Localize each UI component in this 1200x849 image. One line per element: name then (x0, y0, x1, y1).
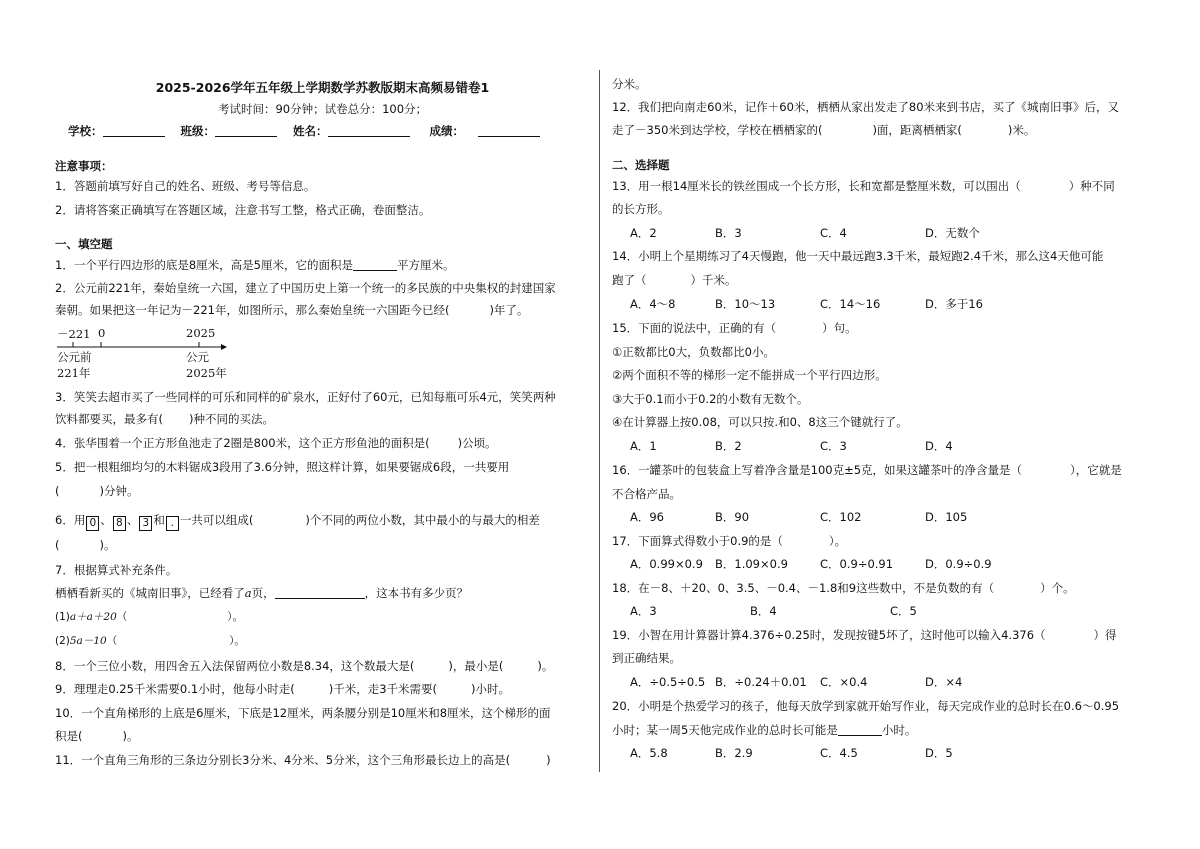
q18-end: ）个。 (1040, 581, 1075, 595)
question-2-line-1: 2．公元前221年，秦始皇统一六国，建立了中国历史上第一个统一的多民族的中央集权的封建国家 (55, 281, 556, 295)
q9-end: )小时。 (471, 682, 510, 696)
q16-option-d[interactable]: D．105 (925, 510, 968, 524)
q15-statement-1: ①正数都比0大，负数都比0小。 (612, 345, 775, 359)
q6-end: )。 (99, 538, 116, 552)
axis-arrow (221, 344, 227, 350)
q1-text: 1．一个平行四边形的底是8厘米，高是5厘米，它的面积是 (55, 258, 353, 272)
question-15 (612, 320, 857, 336)
question-20-line-2 (612, 722, 916, 738)
q13-option-a[interactable]: A．2 (630, 226, 657, 240)
q15-end: ）句。 (822, 321, 857, 335)
label-bc: 公元前 (57, 350, 92, 364)
q15-option-d[interactable]: D．4 (925, 439, 953, 453)
q15-option-a[interactable]: A．1 (630, 439, 657, 453)
q5-end: )分钟。 (99, 484, 139, 498)
q1-blank[interactable] (353, 258, 397, 271)
section-heading-fill: 一、填空题 (55, 237, 113, 251)
label-minus-221: －221 (57, 327, 91, 341)
question-10-line-2 (55, 728, 139, 744)
q6-text: 6．用 (55, 513, 86, 527)
question-1 (55, 257, 454, 273)
label-221-year: 221年 (57, 366, 91, 380)
q7-2-expr: 5a－10 (69, 635, 107, 647)
q18-option-a[interactable]: A．3 (630, 604, 657, 618)
q16-option-c[interactable]: C．102 (820, 510, 862, 524)
school-field[interactable] (103, 124, 165, 137)
question-13-line-2: 的长方形。 (612, 202, 670, 216)
q9-text: 9．理理走0.25千米需要0.1小时，他每小时走( (55, 682, 295, 696)
question-12-line-1: 12．我们把向南走60米，记作＋60米，栖栖从家出发走了80米来到书店，买了《城南旧事》后，又 (612, 100, 1120, 114)
q7-blank[interactable] (275, 586, 365, 599)
q19-end: ）得 (1093, 628, 1117, 642)
q15-statement-2: ②两个面积不等的梯形一定不能拼成一个平行四边形。 (612, 368, 887, 382)
q7-1-label: (1) (55, 611, 70, 623)
digit-card-8: 8 (113, 516, 126, 531)
q7-2-label: (2) (55, 635, 70, 647)
name-field[interactable] (328, 124, 410, 137)
question-5-line-2 (55, 483, 139, 499)
q17-option-c[interactable]: C．0.9÷0.91 (820, 557, 894, 571)
q7-var: a (244, 586, 252, 600)
question-18 (612, 580, 1075, 596)
q20-end: 小时。 (881, 723, 917, 737)
q15-text: 15．下面的说法中，正确的有（ (612, 321, 777, 335)
column-divider (599, 70, 600, 772)
note-item: 1．答题前填写好自己的姓名、班级、考号等信息。 (55, 179, 316, 193)
q6-text-2: 一共可以组成( (179, 513, 254, 527)
q14-end: ）千米。 (690, 273, 737, 287)
q11-text: 11．一个直角三角形的三条边分别长3分米、4分米、5分米，这个三角形最长边上的高是( (55, 753, 511, 767)
q18-text: 18．在－8、＋20、0、3.5、－0.4、－1.8和9这些数中，不是负数的有（ (612, 581, 995, 595)
question-6-line-1 (55, 512, 540, 531)
q20-option-a[interactable]: A．5.8 (630, 746, 668, 760)
q18-option-b[interactable]: B．4 (750, 604, 777, 618)
class-label: 班级： (180, 124, 216, 138)
question-7: 7．根据算式补充条件。 (55, 563, 178, 577)
notes-heading: 注意事项： (55, 159, 113, 173)
digit-card-0: 0 (86, 516, 99, 531)
q16-text: 16．一罐茶叶的包装盒上写着净含量是100克±5克，如果这罐茶叶的净含量是（ (612, 463, 1023, 477)
q14-option-a[interactable]: A．4～8 (630, 297, 676, 311)
label-2025-year: 2025年 (186, 366, 227, 380)
q19-option-c[interactable]: C．×0.4 (820, 675, 868, 689)
question-19-line-1 (612, 627, 1117, 643)
q19-option-d[interactable]: D．×4 (925, 675, 963, 689)
q15-statement-3: ③大于0.1而小于0.2的小数有无数个。 (612, 392, 809, 406)
question-3-line-1: 3．笑笑去超市买了一些同样的可乐和同样的矿泉水，正好付了60元，已知每瓶可乐4元，笑笑两种 (55, 390, 556, 404)
question-16-line-1 (612, 462, 1122, 478)
question-7-part-1 (55, 609, 243, 625)
q19-option-b[interactable]: B．÷0.24＋0.01 (715, 675, 807, 689)
q14-option-b[interactable]: B．10～13 (715, 297, 776, 311)
q6-sep: 、 (126, 513, 139, 527)
q12-end: )米。 (1007, 123, 1036, 137)
q10-text: 积是( (55, 729, 83, 743)
left-column (55, 0, 590, 849)
q19-option-a[interactable]: A．÷0.5÷0.5 (630, 675, 706, 689)
q13-option-c[interactable]: C．4 (820, 226, 847, 240)
q16-option-b[interactable]: B．90 (715, 510, 750, 524)
q8-text: 8．一个三位小数，用四舍五入法保留两位小数是8.34，这个数最大是( (55, 659, 415, 673)
q15-option-b[interactable]: B．2 (715, 439, 742, 453)
q20-blank[interactable] (838, 723, 882, 736)
q15-option-c[interactable]: C．3 (820, 439, 847, 453)
question-12-line-2 (612, 122, 1035, 138)
score-field[interactable] (478, 124, 540, 137)
q17-option-a[interactable]: A．0.99×0.9 (630, 557, 703, 571)
q3-end: )种不同的买法。 (189, 412, 274, 426)
q20-text: 小时；某一周5天他完成作业的总时长可能是 (612, 723, 838, 737)
q10-end: )。 (122, 729, 139, 743)
question-14-line-1: 14．小明上个星期练习了4天慢跑，他一天中最远跑3.3千米，最短跑2.4千米，那么这4天他可能 (612, 249, 1104, 263)
q4-end: )公顷。 (457, 436, 497, 450)
q20-option-c[interactable]: C．4.5 (820, 746, 858, 760)
question-11 (55, 752, 551, 768)
q20-option-d[interactable]: D．5 (925, 746, 953, 760)
question-13-line-1 (612, 178, 1115, 194)
q8-mid: )，最小是( (448, 659, 504, 673)
q6-sep: 、 (100, 513, 112, 527)
q18-option-c[interactable]: C．5 (890, 604, 917, 618)
q6-and: 和 (153, 513, 165, 527)
school-label: 学校： (68, 124, 103, 138)
question-3-line-2 (55, 411, 274, 427)
q5-open: ( (55, 484, 60, 498)
question-9 (55, 681, 510, 697)
q11-end: ) (546, 753, 551, 767)
q6-open: ( (55, 538, 60, 552)
q7-2-open: （ (106, 635, 118, 647)
question-6-line-2 (55, 537, 116, 553)
label-ad: 公元 (186, 350, 209, 364)
q12-mid: )面，距离栖栖家( (872, 123, 962, 137)
question-4 (55, 435, 497, 451)
name-label: 姓名： (293, 124, 328, 138)
question-14-line-2 (612, 272, 737, 288)
question-2-line-2 (55, 302, 528, 318)
q17-text: 17．下面算式得数小于0.9的是（ (612, 534, 783, 548)
number-line-figure (55, 325, 235, 385)
q7-1-open: （ (116, 611, 128, 623)
q7-text-2: 页， (251, 586, 275, 600)
label-2025: 2025 (186, 326, 216, 340)
q17-option-b[interactable]: B．1.09×0.9 (715, 557, 788, 571)
q19-text: 19．小智在用计算器计算4.376÷0.25时，发现按键5坏了，这时他可以输入4.376（ (612, 628, 1046, 642)
question-19-line-2: 到正确结果。 (612, 651, 681, 665)
q2-text: 秦朝。如果把这一年记为－221年，如图所示，那么秦始皇统一六国距今已经( (55, 303, 450, 317)
q7-1-expr: a＋a＋20 (69, 611, 117, 623)
q6-text-3: )个不同的两位小数，其中最小的与最大的相差 (305, 513, 540, 527)
question-20-line-1: 20．小明是个热爱学习的孩子，他每天放学到家就开始写作业，每天完成作业的总时长在0.6～0.95 (612, 699, 1120, 713)
question-8 (55, 658, 553, 674)
question-11-cont: 分米。 (612, 77, 647, 91)
q16-end: ），它就是 (1070, 463, 1122, 477)
q17-option-d[interactable]: D．0.9÷0.9 (925, 557, 992, 571)
question-10-line-1: 10．一个直角梯形的上底是6厘米，下底是12厘米，两条腰分别是10厘米和8厘米，这个梯形的面 (55, 706, 551, 720)
section-heading-choice: 二、选择题 (612, 158, 670, 172)
question-7-stem (55, 585, 468, 601)
q7-text-3: ，这本书有多少页？ (364, 586, 469, 600)
label-zero: 0 (98, 326, 106, 340)
q12-text: 走了－350米到达学校，学校在栖栖家的( (612, 123, 823, 137)
question-16-line-2: 不合格产品。 (612, 487, 681, 501)
class-field[interactable] (215, 124, 277, 137)
right-column (612, 0, 1152, 849)
info-row (68, 123, 540, 139)
q9-mid: )千米，走3千米需要( (328, 682, 437, 696)
q1-end: 平方厘米。 (396, 258, 455, 272)
note-item: 2．请将答案正确填写在答题区域，注意书写工整，格式正确，卷面整洁。 (55, 203, 431, 217)
page-title: 2025-2026学年五年级上学期数学苏教版期末高频易错卷1 (155, 80, 490, 95)
q3-text: 饮料都要买，最多有( (55, 412, 163, 426)
score-label: 成绩： (429, 124, 465, 138)
q16-option-a[interactable]: A．96 (630, 510, 665, 524)
question-7-part-2 (55, 633, 245, 649)
q14-option-c[interactable]: C．14～16 (820, 297, 881, 311)
q4-text: 4．张华围着一个正方形鱼池走了2圈是800米，这个正方形鱼池的面积是( (55, 436, 430, 450)
exam-meta: 考试时间：90分钟；试卷总分：100分； (217, 102, 428, 116)
q15-statement-4: ④在计算器上按0.08，可以只按.和0、8这三个键就行了。 (612, 415, 908, 429)
digit-card-point: . (166, 516, 179, 531)
q7-1-close: ）。 (227, 611, 244, 623)
q2-end: )年了。 (489, 303, 529, 317)
q13-option-b[interactable]: B．3 (715, 226, 742, 240)
digit-card-3: 3 (139, 516, 152, 531)
q7-text: 栖栖看新买的《城南旧事》，已经看了 (55, 586, 245, 600)
q20-option-b[interactable]: B．2.9 (715, 746, 753, 760)
question-17 (612, 533, 846, 549)
question-5-line-1: 5．把一根粗细均匀的木料锯成3段用了3.6分钟，照这样计算，如果要锯成6段，一共要用 (55, 460, 510, 474)
q14-option-d[interactable]: D．多于16 (925, 297, 983, 311)
q13-option-d[interactable]: D．无数个 (925, 226, 980, 240)
q13-end: ）种不同 (1068, 179, 1115, 193)
q7-2-close: ）。 (229, 635, 245, 647)
q8-end: )。 (537, 659, 554, 673)
q13-text: 13．用一根14厘米长的铁丝围成一个长方形，长和宽都是整厘米数，可以围出（ (612, 179, 1021, 193)
q17-end: ）。 (828, 534, 847, 548)
q14-text: 跑了（ (612, 273, 647, 287)
